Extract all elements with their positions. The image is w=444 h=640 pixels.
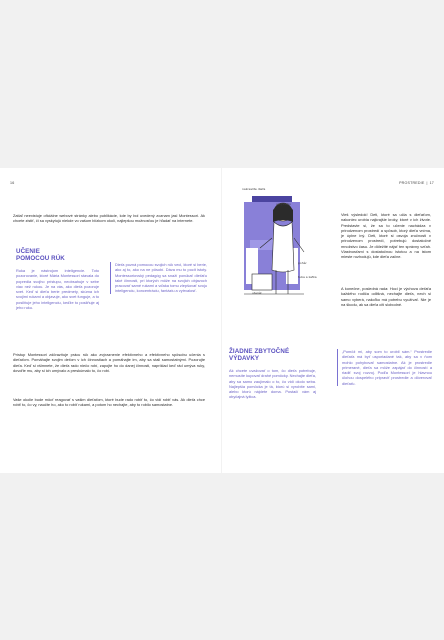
page-number-right: 17: [429, 181, 434, 185]
running-head-title: PROSTREDIE: [399, 181, 425, 185]
heading-line: VÝDAVKY: [229, 354, 260, 362]
right-paragraph-1: Vieš výsledok! Deti, ktoré sa učia s dieťaťom, nakoniec urobia najkrajšie kroky, ktoré v ich živote. Predstavte si, že sa to učenie nachádza v prirodzenom prostredí a spôsob, ktorý dieťa vníma, je úplne iný. Deti, ktoré si osvoja zručnosti v prirodzenom prostredí, potrebujú dostatočné množstvo času. Je dôležité nájsť ten správny vzťah. Vlastnosťami s dostatočnou istotou a na istom mieste rozhodujú, kde dieťa začne.: [341, 212, 431, 260]
right-paragraph-2: A konečne, posledná rada: Hoci je výchova deťaťa každého rodiča odlišná, nechajte dieťa, nech si samo vyberá, nakoľko má potrebu využívať. Nie je na škodu, ak sa dieťa cíti slobodné.: [341, 286, 431, 307]
expenses-body: Ak chcete uvažovať o tom, čo dieťa potrebuje, nemusíte kupovať drahé pomôcky. Nechajte dieťa, aby sa samo zaujímalo o to, čo vidí okolo seba. Najlepšia pomôcka je tá, ktorú si vyrobíte sami, alebo ktorú nájdete doma. Postačí vám aj obyčajná lyžica.: [229, 368, 316, 400]
hands-boxed-note: [110, 262, 207, 294]
quote-text: „Pomôž mi, aby som to urobil sám.“ Prostredie dieťaťa má byť usporiadané tak, aby sa v ňom mohlo pohybovať samostatne. Ak je prostredie primerané, dieťa sa môže zapájať do činností a riadiť svoj rozvoj. Podľa Montessori je hlavnou úlohou dospelého pripraviť prostredie a dôverovať dieťaťu.: [342, 349, 432, 386]
heading-line: UČENIE: [16, 248, 40, 255]
callout-5: uterák: [252, 291, 262, 295]
section-heading-hands: [16, 249, 86, 262]
intro-paragraph: Zatiaľ neexistuje oficiálne webové stránky alebo publikácie, kde by bol uvedený zoznam jasl Montessori. Ak chcete zistiť, či sa vyskytujú niekde vo vašom blízkom okolí, najlepšou možnosťou je hľadať na internete.: [13, 213, 205, 224]
quote-box: [337, 349, 432, 386]
callout-3: pohár: [298, 261, 307, 265]
paragraph-2: Prístup Montessori zdôrazňuje prácu rúk ako zvýraznenie efektívneho a efektívneho spôsobu učenia s dieťaťom. Pomáhajte svojim deťom v ich činnostiach a pomáhajte im, aby sa stali samostatnými. Pozorujte dieťa. Keď si všimnete, že dieťa rado niečo robí, zapojte ho do danej činnosti, napríklad keď rád umýva ruky, dovoľte mu, aby si ich umývalo a preskúmalo to, čo robí.: [13, 352, 205, 373]
callout-1: nakreslite dieťa: [242, 187, 266, 191]
paragraph-3: Vaše okolie bude môcť reagovať s vašim dieťaťom, ktoré bude rado robiť to, čo vidí robiť vás. Ak dieťa chce robiť to, čo vy, naučte ho, ako to robiť rukami, a potom ho nechajte, aby to robilo samostatne.: [13, 397, 205, 408]
callout-2: umyvadlo: [276, 202, 291, 206]
callout-4: tuba a kefka: [298, 275, 317, 279]
section-heading-expenses: [229, 349, 319, 362]
page-number-left: 16: [10, 181, 15, 185]
hands-boxed-text: Dieťa pozná pomocou svojich rúk veci, ktoré si berie, ako aj to, ako na ne pôsobí. Dáva mu to pocit istoty. Montessoriovský pedagóg sa snaží ponúkať dieťaťu také činnosti, pri ktorých môže na svojich objavoch pracovať samé rukami a vďaka tomu zlepšovať svoju inteligenciu, koncentráciu, fantáziu a vytrvalosť.: [115, 262, 207, 294]
running-head: [399, 181, 434, 185]
running-head-separator: |: [426, 181, 428, 185]
illustration-child-washing: [224, 182, 320, 314]
heading-line: POMOCOU RÚK: [16, 254, 65, 262]
illustration-svg: [224, 182, 320, 314]
hands-body: Ruka je nástrojom inteligencie. Toto pozorovanie, ktoré Mária Montessori stavala do popredia svojho prístupu, neobsahuje v sebe viac než rukou. Je na vás, ako dieťa pozoruje svet. Keď si dieťa berie predmety, skúma ich svojimi rukami a objavuje, ako svet funguje, a to posilňuje jeho inteligenciu, keďže to posilňuje aj jeho ruku.: [16, 268, 99, 311]
heading-line: ŽIADNE ZBYTOČNÉ: [229, 348, 290, 355]
book-gutter: [221, 168, 222, 473]
